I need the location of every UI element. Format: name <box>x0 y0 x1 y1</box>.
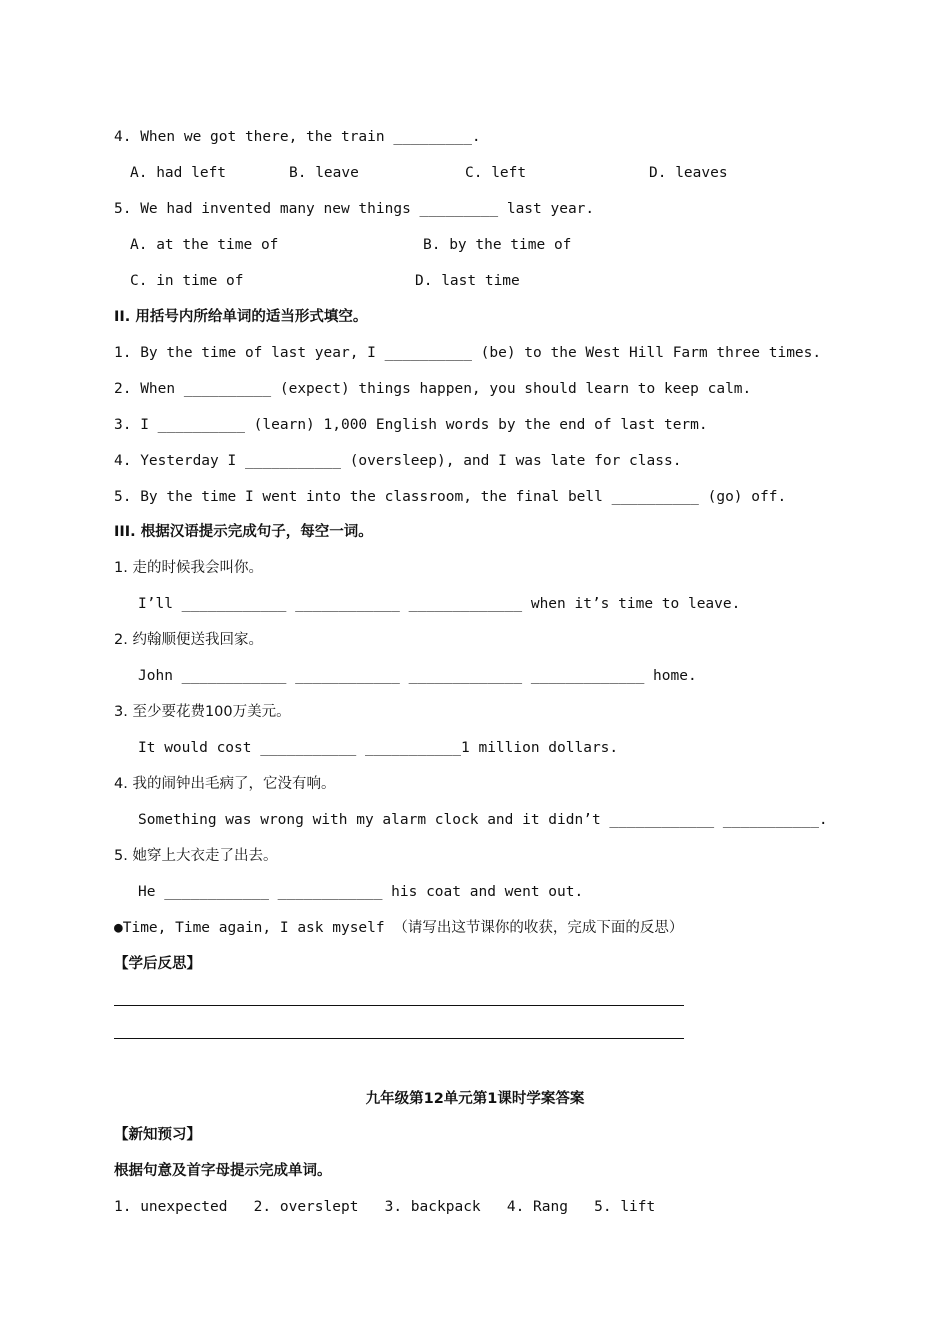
reflection-heading: 【学后反思】 <box>114 956 201 972</box>
mc-q5-option-b: B. by the time of <box>423 237 572 253</box>
section-3-answer-en: Something was wrong with my alarm clock and it didn’t ____________ ___________. <box>138 812 828 828</box>
answers-title: 九年级第12单元第1课时学案答案 <box>365 1091 585 1107</box>
section-3-prompt-zh: 3. 至少要花费100万美元。 <box>114 704 291 720</box>
section-3-prompt-zh: 2. 约翰顺便送我回家。 <box>114 632 263 648</box>
mc-q5-option-d: D. last time <box>415 273 520 289</box>
mc-q5-option-c: C. in time of <box>130 273 244 289</box>
answers-line: 1. unexpected 2. overslept 3. backpack 4. Rang 5. lift <box>114 1199 656 1215</box>
mc-q5-stem: 5. We had invented many new things _________ last year. <box>114 201 595 217</box>
section-2-item: 1. By the time of last year, I __________ (be) to the West Hill Farm three times. <box>114 345 822 361</box>
mc-q4-option-d: D. leaves <box>649 165 728 181</box>
section-3-answer-en: It would cost ___________ ___________1 million dollars. <box>138 740 619 756</box>
answers-instruction: 根据句意及首字母提示完成单词。 <box>114 1163 332 1179</box>
section-3-prompt-zh: 5. 她穿上大衣走了出去。 <box>114 848 278 864</box>
section-3-heading: III. 根据汉语提示完成句子，每空一词。 <box>114 524 373 540</box>
section-3-answer-en: John ____________ ____________ _____________ _____________ home. <box>138 668 697 684</box>
mc-q4-option-c: C. left <box>465 165 527 181</box>
mc-q4-option-b: B. leave <box>289 165 359 181</box>
section-2-item: 4. Yesterday I ___________ (oversleep), and I was late for class. <box>114 453 682 469</box>
section-2-heading: II. 用括号内所给单词的适当形式填空。 <box>114 309 368 325</box>
section-2-item: 2. When __________ (expect) things happen, you should learn to keep calm. <box>114 381 752 397</box>
reflection-prompt: ●Time, Time again, I ask myself （请写出这节课你的收获，完成下面的反思） <box>114 920 684 936</box>
mc-q4-stem: 4. When we got there, the train _________. <box>114 129 481 145</box>
section-3-prompt-zh: 4. 我的闹钟出毛病了，它没有响。 <box>114 776 336 792</box>
section-2-item: 3. I __________ (learn) 1,000 English words by the end of last term. <box>114 417 708 433</box>
section-2-item: 5. By the time I went into the classroom, the final bell __________ (go) off. <box>114 489 787 505</box>
answers-section-heading: 【新知预习】 <box>114 1127 201 1143</box>
reflection-writing-line <box>114 1005 684 1006</box>
mc-q5-option-a: A. at the time of <box>130 237 279 253</box>
section-3-answer-en: He ____________ ____________ his coat and went out. <box>138 884 584 900</box>
reflection-writing-line <box>114 1038 684 1039</box>
section-3-prompt-zh: 1. 走的时候我会叫你。 <box>114 560 263 576</box>
mc-q4-option-a: A. had left <box>130 165 227 181</box>
section-3-answer-en: I’ll ____________ ____________ _____________ when it’s time to leave. <box>138 596 741 612</box>
